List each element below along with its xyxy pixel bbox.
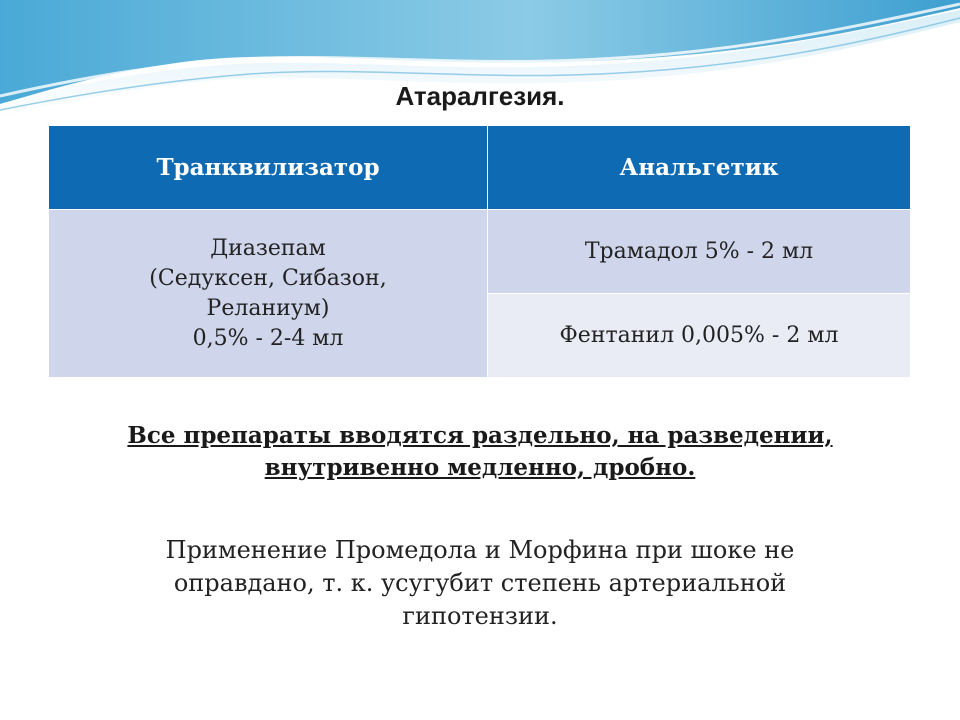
header-analgesic: Анальгетик (488, 126, 911, 210)
drug-table (48, 125, 911, 378)
analgesic-cell-tramadol: Трамадол 5% - 2 мл (488, 210, 911, 294)
analgesic-cell-fentanyl: Фентанил 0,005% - 2 мл (488, 294, 911, 378)
tranquilizer-line: Реланиум) (206, 295, 330, 321)
administration-note-line: Все препараты вводятся раздельно, на разведении, (127, 422, 833, 449)
warning-note-line: гипотензии. (402, 602, 558, 630)
warning-note-line: Применение Промедола и Морфина при шоке не (165, 536, 795, 564)
header-tranquilizer: Транквилизатор (49, 126, 488, 210)
tranquilizer-line: 0,5% - 2-4 мл (192, 325, 344, 351)
table-header-row (49, 126, 911, 210)
slide-title: Атаралгезия. (395, 81, 565, 111)
administration-note (0, 420, 960, 484)
tranquilizer-cell (49, 210, 488, 378)
tranquilizer-line: (Седуксен, Сибазон, (149, 265, 387, 291)
warning-note (0, 534, 960, 633)
warning-note-line: оправдано, т. к. усугубит степень артериальной (173, 569, 787, 597)
table-row (49, 210, 911, 294)
administration-note-line: внутривенно медленно, дробно. (264, 454, 696, 481)
tranquilizer-line: Диазепам (210, 235, 326, 261)
